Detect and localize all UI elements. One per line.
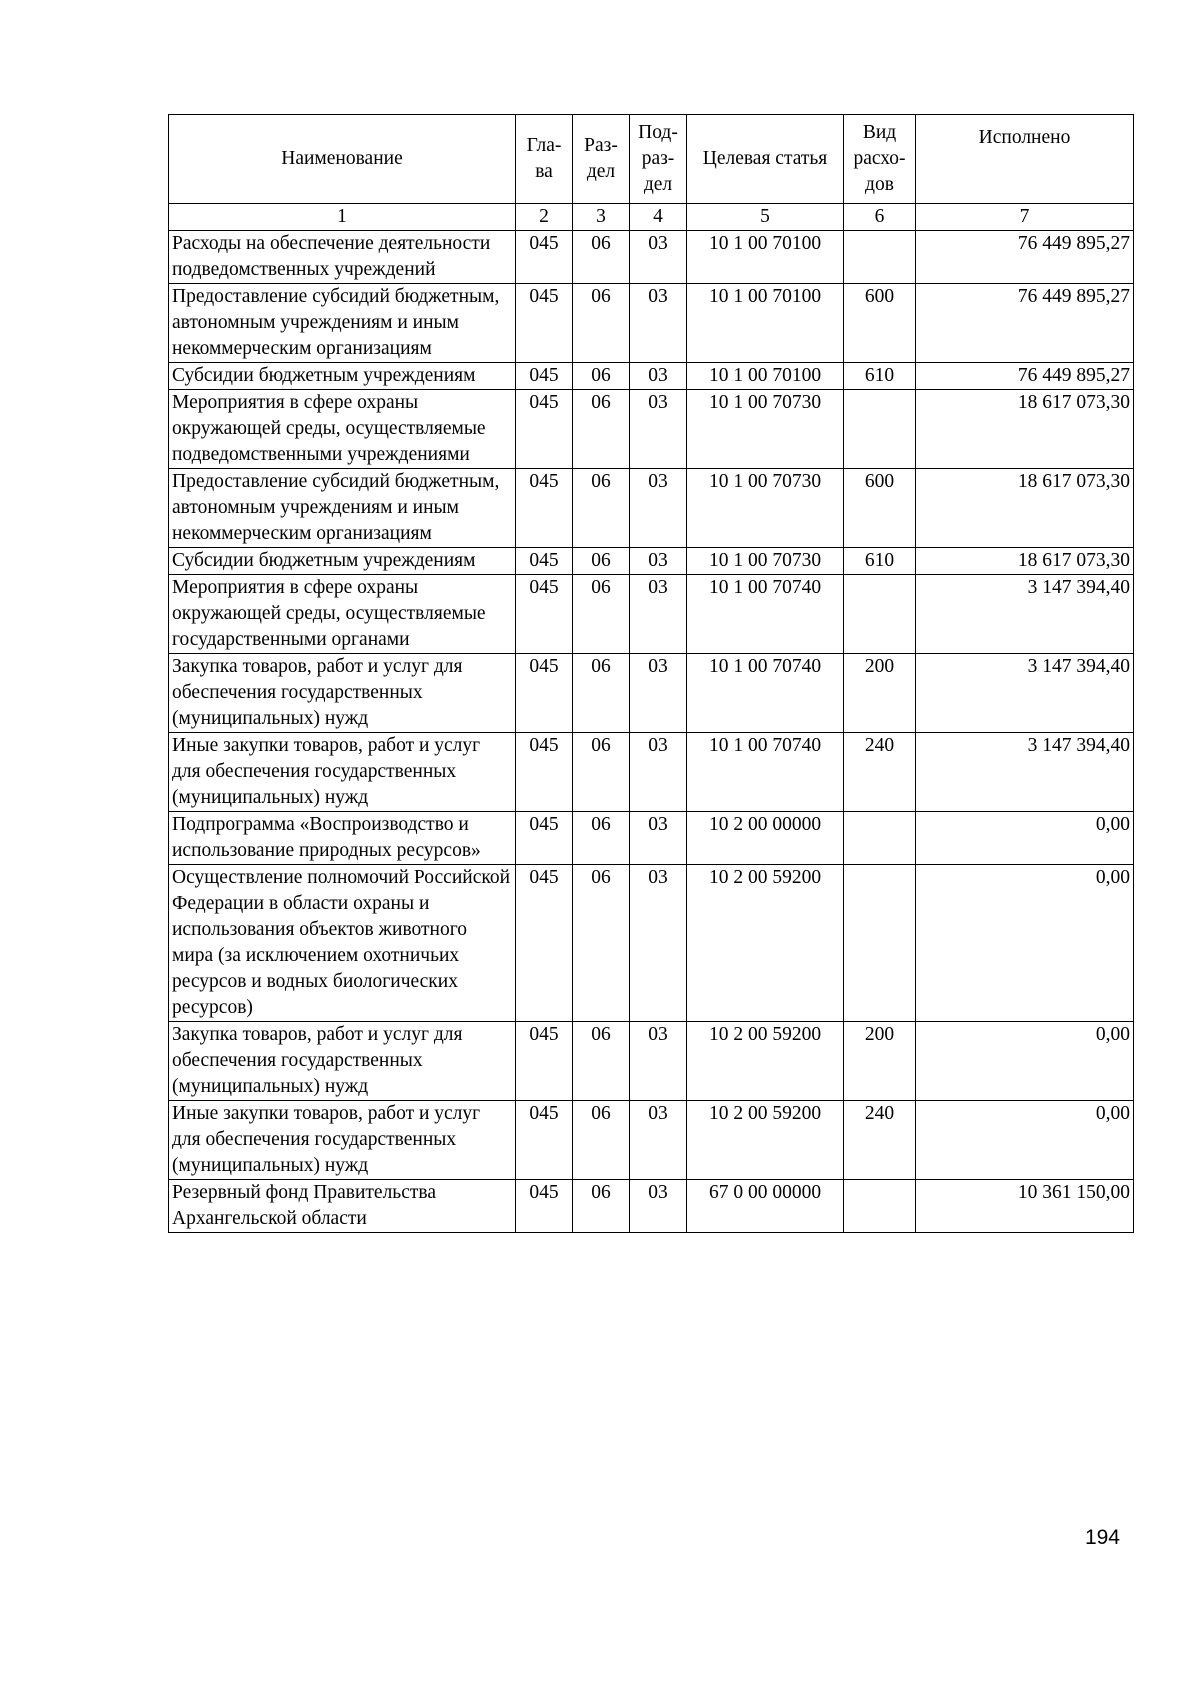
row-podrazdel: 03 <box>630 548 687 575</box>
row-podrazdel: 03 <box>630 284 687 363</box>
row-glava: 045 <box>516 469 573 548</box>
header-podrazdel: Под- раз- дел <box>630 115 687 204</box>
row-vid <box>844 390 916 469</box>
row-executed: 76 449 895,27 <box>916 284 1134 363</box>
row-target: 10 1 00 70100 <box>687 284 844 363</box>
row-target: 10 2 00 00000 <box>687 812 844 865</box>
column-number: 1 <box>169 204 516 231</box>
row-target: 10 1 00 70740 <box>687 575 844 654</box>
header-vid: Вид расхо- дов <box>844 115 916 204</box>
row-podrazdel: 03 <box>630 363 687 390</box>
row-executed: 18 617 073,30 <box>916 390 1134 469</box>
row-executed: 18 617 073,30 <box>916 469 1134 548</box>
row-glava: 045 <box>516 284 573 363</box>
row-executed: 76 449 895,27 <box>916 231 1134 284</box>
row-podrazdel: 03 <box>630 812 687 865</box>
row-name: Иные закупки товаров, работ и услуг для обеспечения государственных (муниципальных) нужд <box>169 1101 516 1180</box>
row-name: Осуществление полномочий Российской Федерации в области охраны и использования объектов животного мира (за исключением охотничьих ресурсов и водных биологических ресурсов) <box>169 865 516 1022</box>
table-row <box>169 390 1134 469</box>
row-vid: 610 <box>844 548 916 575</box>
row-target: 10 1 00 70730 <box>687 469 844 548</box>
row-vid <box>844 1180 916 1233</box>
row-podrazdel: 03 <box>630 654 687 733</box>
row-target: 10 2 00 59200 <box>687 865 844 1022</box>
row-target: 10 2 00 59200 <box>687 1101 844 1180</box>
row-executed: 3 147 394,40 <box>916 575 1134 654</box>
row-razdel: 06 <box>573 654 630 733</box>
row-razdel: 06 <box>573 284 630 363</box>
row-razdel: 06 <box>573 231 630 284</box>
header-target: Целевая статья <box>687 115 844 204</box>
header-razdel: Раз- дел <box>573 115 630 204</box>
row-vid <box>844 812 916 865</box>
table-row <box>169 469 1134 548</box>
row-name: Мероприятия в сфере охраны окружающей среды, осуществляемые подведомственными учреждениями <box>169 390 516 469</box>
table-row <box>169 231 1134 284</box>
column-number: 4 <box>630 204 687 231</box>
row-executed: 3 147 394,40 <box>916 733 1134 812</box>
row-razdel: 06 <box>573 548 630 575</box>
column-number: 3 <box>573 204 630 231</box>
table-row <box>169 575 1134 654</box>
row-executed: 10 361 150,00 <box>916 1180 1134 1233</box>
table-row <box>169 812 1134 865</box>
row-podrazdel: 03 <box>630 865 687 1022</box>
row-podrazdel: 03 <box>630 1101 687 1180</box>
row-name: Расходы на обеспечение деятельности подведомственных учреждений <box>169 231 516 284</box>
row-name: Предоставление субсидий бюджетным, автономным учреждениям и иным некоммерческим организациям <box>169 469 516 548</box>
table-row <box>169 548 1134 575</box>
row-vid: 200 <box>844 1022 916 1101</box>
row-vid <box>844 865 916 1022</box>
row-name: Резервный фонд Правительства Архангельской области <box>169 1180 516 1233</box>
row-glava: 045 <box>516 1101 573 1180</box>
row-razdel: 06 <box>573 469 630 548</box>
table-body <box>169 231 1134 1233</box>
row-target: 10 1 00 70100 <box>687 363 844 390</box>
row-razdel: 06 <box>573 733 630 812</box>
row-target: 10 1 00 70740 <box>687 654 844 733</box>
row-razdel: 06 <box>573 1180 630 1233</box>
page-number: 194 <box>1084 1526 1120 1549</box>
column-number: 7 <box>916 204 1134 231</box>
row-glava: 045 <box>516 1180 573 1233</box>
row-executed: 0,00 <box>916 1022 1134 1101</box>
row-glava: 045 <box>516 548 573 575</box>
row-podrazdel: 03 <box>630 231 687 284</box>
table-row <box>169 654 1134 733</box>
row-name: Закупка товаров, работ и услуг для обеспечения государственных (муниципальных) нужд <box>169 1022 516 1101</box>
table-row <box>169 1101 1134 1180</box>
row-glava: 045 <box>516 865 573 1022</box>
table-row <box>169 733 1134 812</box>
row-razdel: 06 <box>573 390 630 469</box>
table-row <box>169 363 1134 390</box>
row-name: Предоставление субсидий бюджетным, автономным учреждениям и иным некоммерческим организациям <box>169 284 516 363</box>
row-executed: 18 617 073,30 <box>916 548 1134 575</box>
row-razdel: 06 <box>573 1022 630 1101</box>
row-name: Подпрограмма «Воспроизводство и использование природных ресурсов» <box>169 812 516 865</box>
row-vid: 610 <box>844 363 916 390</box>
header-executed: Исполнено <box>916 115 1134 204</box>
header-row <box>169 115 1134 204</box>
row-podrazdel: 03 <box>630 733 687 812</box>
column-number: 6 <box>844 204 916 231</box>
row-target: 67 0 00 00000 <box>687 1180 844 1233</box>
row-razdel: 06 <box>573 575 630 654</box>
row-vid: 600 <box>844 284 916 363</box>
row-executed: 3 147 394,40 <box>916 654 1134 733</box>
row-podrazdel: 03 <box>630 575 687 654</box>
row-razdel: 06 <box>573 1101 630 1180</box>
table-row <box>169 284 1134 363</box>
column-number: 5 <box>687 204 844 231</box>
row-glava: 045 <box>516 733 573 812</box>
table-row <box>169 865 1134 1022</box>
row-glava: 045 <box>516 575 573 654</box>
row-glava: 045 <box>516 654 573 733</box>
row-executed: 0,00 <box>916 1101 1134 1180</box>
row-glava: 045 <box>516 363 573 390</box>
row-razdel: 06 <box>573 363 630 390</box>
row-name: Мероприятия в сфере охраны окружающей среды, осуществляемые государственными органами <box>169 575 516 654</box>
row-target: 10 1 00 70730 <box>687 390 844 469</box>
row-glava: 045 <box>516 812 573 865</box>
row-target: 10 2 00 59200 <box>687 1022 844 1101</box>
table-row <box>169 1022 1134 1101</box>
row-glava: 045 <box>516 390 573 469</box>
row-podrazdel: 03 <box>630 390 687 469</box>
row-vid <box>844 575 916 654</box>
row-vid: 240 <box>844 1101 916 1180</box>
budget-execution-table <box>168 114 1134 1233</box>
row-vid: 600 <box>844 469 916 548</box>
row-podrazdel: 03 <box>630 1022 687 1101</box>
row-vid: 240 <box>844 733 916 812</box>
column-number-row <box>169 204 1134 231</box>
row-glava: 045 <box>516 231 573 284</box>
row-razdel: 06 <box>573 812 630 865</box>
header-name: Наименование <box>169 115 516 204</box>
column-number: 2 <box>516 204 573 231</box>
row-target: 10 1 00 70740 <box>687 733 844 812</box>
row-razdel: 06 <box>573 865 630 1022</box>
row-executed: 0,00 <box>916 865 1134 1022</box>
row-executed: 76 449 895,27 <box>916 363 1134 390</box>
row-target: 10 1 00 70730 <box>687 548 844 575</box>
row-vid <box>844 231 916 284</box>
row-podrazdel: 03 <box>630 1180 687 1233</box>
row-name: Иные закупки товаров, работ и услуг для обеспечения государственных (муниципальных) нужд <box>169 733 516 812</box>
row-podrazdel: 03 <box>630 469 687 548</box>
header-glava: Гла- ва <box>516 115 573 204</box>
row-executed: 0,00 <box>916 812 1134 865</box>
row-vid: 200 <box>844 654 916 733</box>
row-name: Субсидии бюджетным учреждениям <box>169 548 516 575</box>
row-glava: 045 <box>516 1022 573 1101</box>
row-name: Субсидии бюджетным учреждениям <box>169 363 516 390</box>
table-row <box>169 1180 1134 1233</box>
row-target: 10 1 00 70100 <box>687 231 844 284</box>
row-name: Закупка товаров, работ и услуг для обеспечения государственных (муниципальных) нужд <box>169 654 516 733</box>
